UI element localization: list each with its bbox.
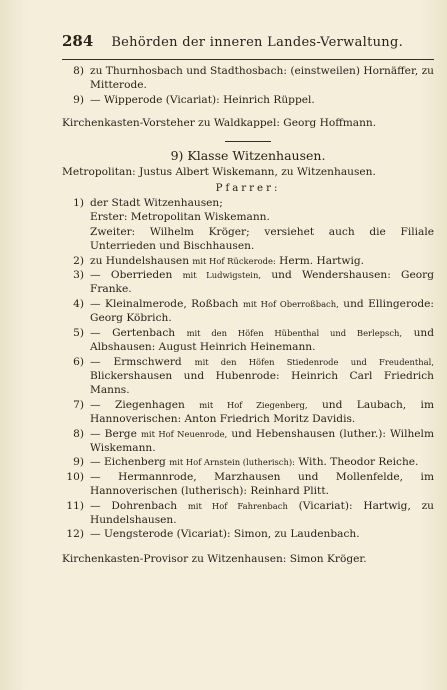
- entry-number: 11): [66, 499, 84, 512]
- list-item: [62, 470, 434, 499]
- entry-text: der Stadt Witzenhausen;: [90, 197, 223, 210]
- entry-place: — Berge: [90, 427, 137, 440]
- entry-number: 1): [73, 197, 84, 210]
- entry-subline: Erster: Metropolitan Wiskemann.: [90, 211, 270, 224]
- entry-note: mit Hof Oberroßbach,: [242, 298, 339, 309]
- entry-number: 8): [73, 427, 84, 440]
- entry-holder: Herm. Hartwig.: [279, 254, 364, 267]
- section-title: 9) Klasse Witzenhausen.: [170, 147, 326, 163]
- entry-place: — Hermannrode, Marzhausen und Mollenfelde, im Hannoverischen (lutherisch): Reinhard Plitt.: [90, 470, 434, 498]
- entry-number: 9): [73, 93, 84, 106]
- page-content: [62, 64, 434, 566]
- kirchenkasten-vorsteher: Kirchenkasten-Vorsteher zu Waldkappel: Georg Hoffmann.: [62, 117, 377, 130]
- list-item: [62, 355, 434, 398]
- entry-holder: Blickershausen und Hubenrode: Heinrich Carl Friedrich Manns.: [90, 369, 434, 397]
- entry-holder: und Laubach, im Hannoverischen: Anton Friedrich Moritz Davidis.: [90, 398, 434, 426]
- list-item: [62, 297, 434, 326]
- entry-text: zu Thurnhosbach und Stadthosbach: (einstweilen) Hornäffer, zu Mitterode.: [90, 65, 434, 92]
- entry-number: 6): [73, 355, 84, 368]
- entry-holder: und Albshausen: August Heinrich Heinemann.: [90, 326, 434, 354]
- entry-number: 8): [73, 65, 84, 77]
- entry-place: — Kleinalmerode, Roßbach: [90, 297, 239, 310]
- list-item: [62, 499, 434, 528]
- entry-subline: Zweiter: Wilhelm Kröger; versiehet auch die Filiale Unterrieden und Bischhausen.: [90, 225, 434, 253]
- entry-number: 7): [73, 398, 84, 411]
- entry-note: mit den Höfen Stiedenrode und Freudenthal,: [194, 356, 435, 367]
- kirchenkasten-provisor: Kirchenkasten-Provisor zu Witzenhausen: Simon Kröger.: [62, 552, 367, 565]
- list-item: [62, 455, 434, 469]
- entry-number: 4): [73, 297, 84, 310]
- list-item: [62, 64, 434, 93]
- entry-place: — Ziegenhagen: [90, 398, 185, 411]
- entry-note: mit Hof Neuenrode,: [140, 428, 228, 439]
- entry-number: 12): [66, 528, 84, 541]
- header-rule: [62, 59, 434, 60]
- pfarrer-heading: Pfarrer:: [215, 183, 281, 195]
- list-item: [62, 196, 434, 210]
- entry-holder: und Hebenshausen (luther.): Wilhelm Wiskemann.: [90, 427, 434, 454]
- entry-holder: (Vicariat): Hartwig, zu Hundelshausen.: [90, 499, 435, 526]
- entry-number: 3): [73, 269, 84, 282]
- entry-note: mit Hof Fahrenbach: [187, 500, 288, 511]
- section-divider: [225, 141, 271, 142]
- entry-place: — Uengsterode (Vicariat): Simon, zu Laudenbach.: [90, 528, 360, 541]
- entry-note: mit den Höfen Hübenthal und Berlepsch,: [186, 327, 403, 338]
- entry-holder: und Wendershausen: Georg Franke.: [90, 269, 435, 296]
- entry-number: 9): [73, 456, 84, 469]
- entry-note: mit Hof Ziegenberg,: [199, 399, 308, 410]
- entry-holder: und Ellingerode: Georg Köbrich.: [90, 297, 435, 325]
- page-number: 284: [62, 32, 94, 50]
- list-item: [62, 254, 434, 268]
- entry-place: — Ermschwerd: [90, 355, 182, 368]
- entry-number: 5): [73, 326, 84, 339]
- entry-number: 10): [66, 470, 84, 483]
- entry-place: — Oberrieden: [90, 269, 173, 282]
- list-item: [62, 326, 434, 355]
- entry-place: — Dohrenbach: [90, 499, 178, 512]
- list-item: [62, 427, 434, 456]
- entry-place: — Gertenbach: [90, 326, 176, 339]
- entry-place: zu Hundelshausen: [90, 254, 190, 267]
- list-item: [62, 93, 434, 107]
- metropolitan-line: Metropolitan: Justus Albert Wiskemann, zu Witzenhausen.: [62, 165, 376, 178]
- running-title: Behörden der inneren Landes-Verwaltung.: [111, 35, 404, 50]
- entry-place: — Eichenberg: [90, 456, 166, 469]
- entry-holder: With. Theodor Reiche.: [298, 456, 419, 469]
- entry-text: — Wipperode (Vicariat): Heinrich Rüppel.: [90, 93, 315, 106]
- entry-note: mit Ludwigstein,: [182, 270, 262, 281]
- entry-number: 2): [73, 254, 84, 267]
- entry-note: mit Hof Arnstein (lutherisch):: [169, 457, 295, 468]
- list-item: [62, 527, 434, 541]
- page-header: [62, 32, 434, 54]
- list-item: [62, 268, 434, 297]
- list-item: [62, 398, 434, 427]
- entry-note: mit Hof Rückerode:: [192, 255, 276, 266]
